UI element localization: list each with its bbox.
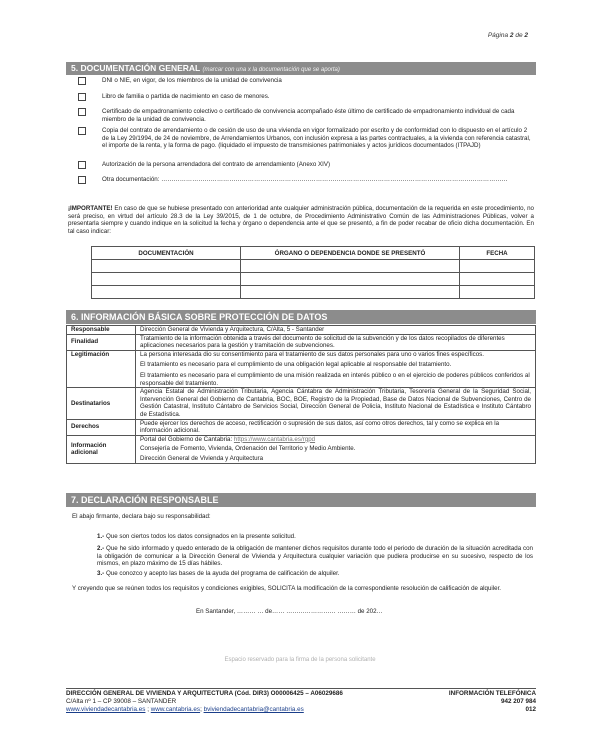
column-header-organ: ÓRGANO O DEPENDENCIA DONDE SE PRESENTÓ [241, 247, 460, 260]
declaration-closing: Y creyendo que se reúnen todos los requisitos y condiciones exigibles, SOLICITA la modificación de la correspondiente resolución de calificación de alquiler. [72, 585, 502, 592]
place-date-field[interactable]: En Santander, ……… … de…… …………………… ……… de 202… [196, 608, 383, 615]
doc-checkbox[interactable] [78, 93, 86, 101]
doc-checkbox[interactable] [78, 127, 86, 135]
section-5-subtitle: (marcar con una x la documentación que se aporta) [202, 67, 340, 73]
page-total: 2 [524, 32, 528, 39]
table-cell[interactable] [241, 260, 460, 273]
phone-short-number: 012 [525, 706, 536, 713]
footer-organization: DIRECCIÓN GENERAL DE VIVIENDA Y ARQUITECTURA (Cód. DIR3) O00006425 – A06029686 [66, 690, 343, 697]
other-documentation-field[interactable]: Otra documentación: …………………………………………………………………………………………………………………………………………………… [102, 176, 508, 183]
footer-address [66, 690, 343, 714]
row-label-informacion-adicional: Información adicional [67, 435, 136, 463]
declaration-text: Que conozco y acepto las bases de la ayuda del programa de calificación de alquiler. [104, 570, 340, 577]
doc-checkbox[interactable] [78, 108, 86, 116]
row-label-legitimacion: Legitimación [67, 350, 136, 387]
declaration-number: 2.- [97, 545, 105, 552]
row-label-responsable: Responsable [67, 326, 136, 335]
table-cell[interactable] [92, 286, 241, 299]
table-cell[interactable] [241, 273, 460, 286]
doc-checkbox[interactable] [78, 77, 86, 85]
table-row [92, 286, 535, 299]
email-link[interactable]: bviviendadecantabria@cantabria.es [203, 706, 304, 713]
table-cell [136, 388, 536, 419]
link-viviendadecantabria[interactable]: www.viviendadecantabria.es [66, 706, 146, 713]
declaration-item [97, 570, 533, 578]
declaration-text: Que he sido informado y quedo enterado de la obligación de mantener dichos requisitos durante todo el periodo de duración de la situación acreditada con la obligación de comunicar a la Dirección General de Vivienda y Arquitectura cualquier variación que pudiera producirse en su sucesivo, respecto de los mismos, en plazo máximo de 15 días hábiles. [97, 545, 533, 568]
phone-info-label: INFORMACIÓN TELEFÓNICA [448, 690, 536, 697]
section-6-header [66, 310, 536, 324]
portal-label: Portal del Gobierno de Cantabria: [140, 435, 234, 443]
important-label: ¡IMPORTANTE! [68, 205, 113, 212]
table-cell[interactable] [460, 273, 535, 286]
table-cell[interactable] [92, 273, 241, 286]
row-text: Consejería de Fomento, Vivienda, Ordenación del Territorio y Medio Ambiente. [140, 445, 356, 453]
important-text: En caso de que se hubiese presentado con anterioridad ante cualquier administración pública, documentación de la requerida en este procedimiento, no será preciso, en virtud del artículo 28.3 de la Ley 39/2015, de 1 de octubre, de Procedimiento Administrativo Común de las Administraciones Públicas, volver a presentarla siempre y cuando indique en la solicitud la fecha y órgano o dependencia ante el que se presentó, a fin de poder recabar de oficio dicha documentación. En tal caso indicar: [68, 205, 534, 235]
previous-documentation-table [91, 246, 535, 299]
page-label: Página [487, 32, 509, 39]
row-text: Tratamiento de la información obtenida a través del documento de solicitud de la subvención y de los datos recopilados de diferentes aplicaciones necesarios para la gestión y tramitación de subvenciones. [140, 334, 505, 350]
table-cell [136, 350, 536, 387]
table-cell[interactable] [241, 286, 460, 299]
doc-checkbox[interactable] [78, 176, 86, 184]
doc-item-label: Certificado de empadronamiento colectivo o certificado de convivencia acompañado éste último de certificado de empadronamiento individual de cada miembro de la unidad de convivencia. [102, 108, 515, 123]
doc-checkbox[interactable] [78, 161, 86, 169]
doc-item-label: Libro de familia o partida de nacimiento en caso de menores. [102, 93, 270, 100]
important-notice [68, 205, 534, 235]
section-5-title: 5. DOCUMENTACIÓN GENERAL [71, 63, 201, 73]
doc-item-label: Copia del contrato de arrendamiento o de cesión de uso de una vivienda en vigor formalizado por escrito y de conformidad con lo dispuesto en el artículo 2 de la Ley 29/1994, de 24 de noviembre, de Arrendamientos Urbanos, con inclusión expresa a las partes contractuales, a la vivienda con referencia catastral, el importe de la renta, y la forma de pago. (liquidado el impuesto de transmisiones patrimoniales y actos jurídicos documentados (ITPAJD) [102, 127, 531, 150]
declaration-item [97, 533, 533, 541]
section-7-header [66, 493, 536, 507]
link-cantabria[interactable]: www.cantabria.es [150, 706, 201, 713]
table-row [67, 334, 536, 350]
footer-separator: ; [200, 706, 204, 713]
table-row [67, 350, 536, 387]
row-text: La persona interesada dio su consentimiento para el tratamiento de sus datos personales para uno o varios fines específicos. [140, 350, 484, 358]
row-text: Puede ejercer los derechos de acceso, rectificación o supresión de sus datos, así como otros derechos, tal y como se explica en la información adicional. [140, 419, 500, 435]
data-protection-table [66, 325, 536, 464]
declaration-number: 3.- [97, 570, 105, 577]
table-row [67, 326, 536, 335]
row-text: El tratamiento es necesario para el cumplimiento de una obligación legal aplicable al responsable del tratamiento. [140, 361, 452, 369]
table-cell[interactable] [92, 260, 241, 273]
footer-links [66, 706, 343, 714]
row-text: Dirección General de Vivienda y Arquitectura, C/Alta, 5 - Santander [140, 326, 325, 333]
table-cell[interactable] [460, 286, 535, 299]
declaration-number: 1.- [97, 533, 105, 540]
portal-line [140, 436, 531, 444]
page-number [488, 32, 528, 39]
table-cell [136, 334, 536, 350]
page-of: de [515, 32, 523, 39]
section-5-header [66, 62, 536, 75]
table-row [67, 419, 536, 435]
table-cell [136, 419, 536, 435]
row-text: El tratamiento es necesario para el cumplimiento de una misión realizada en interés público o en el ejercicio de poderes públicos conferidos al responsable del tratamiento. [140, 371, 530, 387]
footer-separator: ; [145, 706, 151, 713]
declaration-intro: El abajo firmante, declara bajo su responsabilidad: [72, 513, 211, 520]
footer-divider [66, 688, 536, 689]
table-cell[interactable] [460, 260, 535, 273]
table-row [92, 260, 535, 273]
column-header-date: FECHA [460, 247, 535, 260]
section-7-title: 7. DECLARACIÓN RESPONSABLE [71, 495, 219, 505]
phone-number: 942 207 984 [500, 698, 536, 705]
rgpd-link[interactable]: https://www.cantabria.es/rgpd [233, 435, 316, 443]
row-text: Dirección General de Vivienda y Arquitectura [140, 454, 264, 462]
doc-item-label: Autorización de la persona arrendadora del contrato de arrendamiento (Anexo XIV) [102, 161, 331, 168]
table-row [67, 435, 536, 463]
section-6-title: 6. INFORMACIÓN BÁSICA SOBRE PROTECCIÓN DE DATOS [71, 312, 328, 322]
row-label-finalidad: Finalidad [67, 334, 136, 350]
table-cell [136, 435, 536, 463]
signature-area[interactable]: Espacio reservado para la firma de la persona solicitante [224, 657, 376, 663]
table-header-row [92, 247, 535, 260]
footer-street: C/Alta nº 1 – CP 39008 – SANTANDER [66, 698, 177, 705]
footer-phone-info [449, 690, 536, 714]
page-current: 2 [509, 32, 514, 39]
row-label-destinatarios: Destinatarios [67, 388, 136, 419]
table-row [92, 273, 535, 286]
declaration-item [97, 545, 533, 568]
row-label-derechos: Derechos [67, 419, 136, 435]
doc-item-label: DNI o NIE, en vigor, de los miembros de la unidad de convivencia [102, 77, 282, 84]
table-cell [136, 326, 536, 335]
row-text: Agencia Estatal de Administración Tributaria, Agencia Cántabra de Administración Tributaria, Tesorería General de la Seguridad Social, Intervención General del Gobierno de Cantabria, BOC, BOE, Registro de la Propiedad, Base de Datos Nacional de Subvenciones, Centro de Gestión Catastral, Instituto Cántabro de Servicios Social, Dirección General de Policía, Instituto Nacional de Estadística e Instituto Cántabro de Estadística. [140, 388, 531, 418]
declaration-text: Que son ciertos todos los datos consignados en la presente solicitud. [104, 533, 296, 540]
column-header-documentation: DOCUMENTACIÓN [92, 247, 241, 260]
table-row [67, 388, 536, 419]
